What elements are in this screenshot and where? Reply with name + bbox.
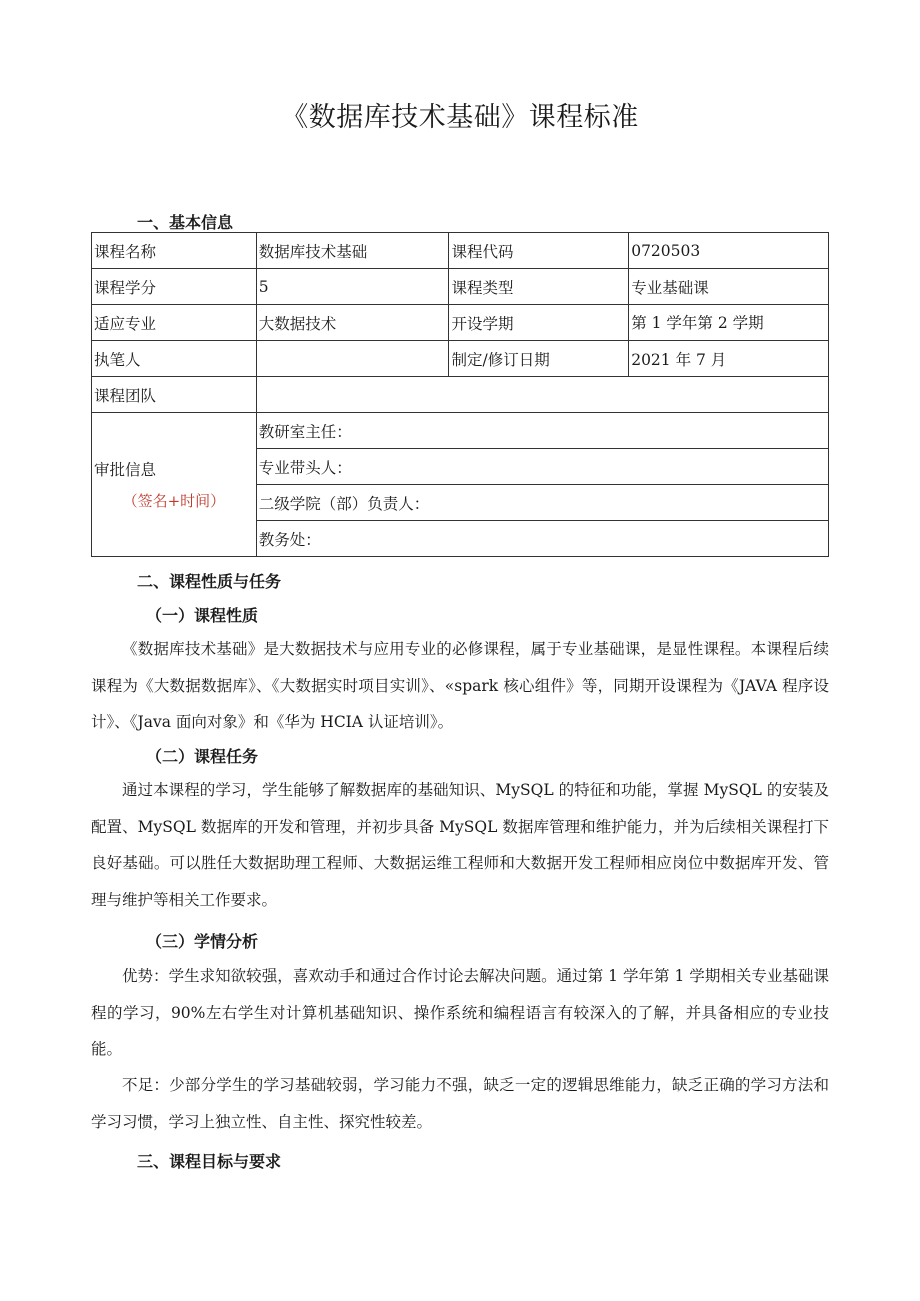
course-type-value: 专业基础课	[629, 269, 829, 305]
credits-value: 5	[256, 269, 449, 305]
course-name-label: 课程名称	[92, 233, 257, 269]
section-heading-goals: 三、课程目标与要求	[137, 1152, 282, 1171]
basic-info-table	[91, 232, 829, 557]
course-name-value: 数据库技术基础	[256, 233, 449, 269]
approval-label: 审批信息	[94, 461, 157, 479]
approver-college-head: 二级学院（部）负责人：	[256, 485, 828, 521]
team-value	[256, 377, 828, 413]
major-label: 适应专业	[92, 305, 257, 341]
table-row	[92, 341, 829, 377]
paragraph-task: 通过本课程的学习，学生能够了解数据库的基础知识、MySQL 的特征和功能，掌握 MySQL 的安装及配置、MySQL 数据库的开发和管理，并初步具备 MySQL 数据库管理和维护能力，并为后续相关课程打下良好基础。可以胜任大数据助理工程师、大数据运维工程师和大数据开发工程师相应岗位中数据库开发、管理与维护等相关工作要求。	[91, 781, 829, 909]
author-label: 执笔人	[92, 341, 257, 377]
approver-director: 教研室主任：	[256, 413, 828, 449]
section-heading-nature-task: 二、课程性质与任务	[137, 572, 282, 591]
major-value: 大数据技术	[256, 305, 449, 341]
team-label: 课程团队	[92, 377, 257, 413]
course-code-label: 课程代码	[449, 233, 629, 269]
date-value: 2021 年 7 月	[629, 341, 829, 377]
credits-label: 课程学分	[92, 269, 257, 305]
table-row	[92, 269, 829, 305]
document-title: 《数据库技术基础》课程标准	[281, 102, 639, 133]
approver-academic-affairs: 教务处：	[256, 521, 828, 557]
table-row	[92, 233, 829, 269]
subheading-nature: （一）课程性质	[146, 606, 259, 625]
paragraph-nature: 《数据库技术基础》是大数据技术与应用专业的必修课程，属于专业基础课，是显性课程。本课程后续课程为《大数据数据库》、《大数据实时项目实训》、«spark 核心组件》等，同期开设课程为《JAVA 程序设计》、《Java 面向对象》和《华为 HCIA 认证培训》。	[91, 640, 829, 731]
paragraph-advantage: 优势：学生求知欲较强，喜欢动手和通过合作讨论去解决问题。通过第 1 学年第 1 学期相关专业基础课程的学习，90%左右学生对计算机基础知识、操作系统和编程语言有较深入的了解，并具备相应的专业技能。	[91, 967, 829, 1058]
semester-label: 开设学期	[449, 305, 629, 341]
paragraph-weakness: 不足：少部分学生的学习基础较弱，学习能力不强，缺乏一定的逻辑思维能力，缺乏正确的学习方法和学习习惯，学习上独立性、自主性、探究性较差。	[91, 1076, 829, 1131]
approver-major-lead: 专业带头人：	[256, 449, 828, 485]
course-type-label: 课程类型	[449, 269, 629, 305]
approval-cell	[92, 413, 257, 557]
subheading-analysis: （三）学情分析	[146, 932, 259, 951]
course-code-value: 0720503	[629, 233, 829, 269]
table-row	[92, 413, 829, 449]
subheading-task: （二）课程任务	[146, 747, 259, 766]
table-row	[92, 377, 829, 413]
author-value	[256, 341, 449, 377]
section-heading-basic-info: 一、基本信息	[137, 213, 234, 232]
semester-value: 第 1 学年第 2 学期	[629, 305, 829, 341]
table-row	[92, 305, 829, 341]
approval-sign-note: （签名+时间）	[122, 492, 226, 510]
date-label: 制定/修订日期	[449, 341, 629, 377]
